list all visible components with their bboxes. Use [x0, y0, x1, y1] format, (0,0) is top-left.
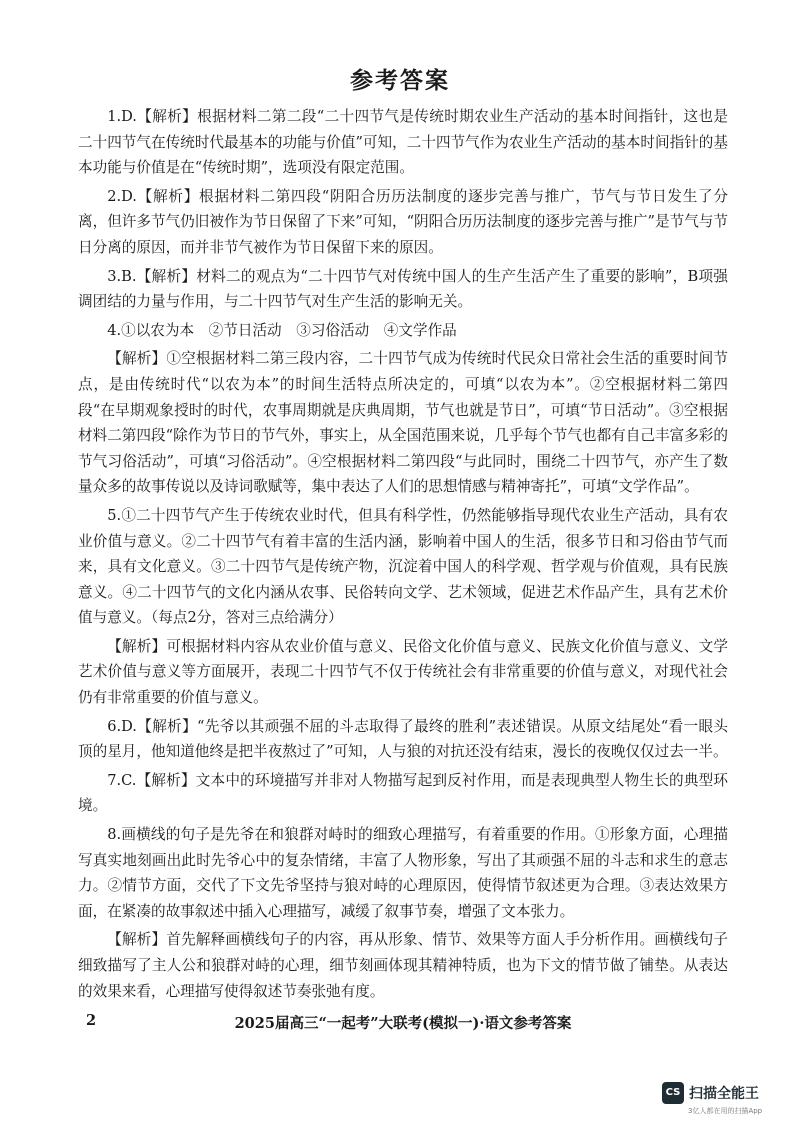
- scanner-watermark: [662, 1080, 782, 1120]
- analysis-paragraph-4: 【解析】①空根据材料二第三段内容，二十四节气成为传统时代民众日常社会生活的重要时间节点，是由传统时代“以农为本”的时间生活特点所决定的，可填“以农为本”。②空根据材料二第四段“在早期观象授时的时代，农事周期就是庆典周期，节气也就是节日”，可填“节日活动”。③空根据材料二第四段“除作为节日的节气外，事实上，从全国范围来说，几乎每个节气也都有自己丰富多彩的节气习俗活动”，可填“习俗活动”。④空根据材料二第四段“与此同时，围绕二十四节气，亦产生了数量众多的故事传说以及诗词歌赋等，集中表达了人们的思想情感与精神寄托”，可填“文学作品”。: [78, 350, 728, 496]
- answer-paragraph-5: 5.①二十四节气产生于传统农业时代，但具有科学性，仍然能够指导现代农业生产活动，具有农业价值与意义。②二十四节气有着丰富的生活内涵，影响着中国人的生活，很多节日和习俗由节气而来，具有文化意义。③二十四节气是传统产物，沉淀着中国人的科学观、哲学观与价值观，具有民族意义。④二十四节气的文化内涵从农事、民俗转向文学、艺术领域，促进艺术作品产生，具有艺术价值与意义。（每点2分，答对三点给满分）: [78, 506, 728, 627]
- answer-body: [78, 104, 728, 1004]
- page-title: 参考答案: [350, 68, 450, 94]
- watermark-tagline: 3亿人都在用的扫描App: [688, 1107, 763, 1115]
- analysis-paragraph-5: 【解析】可根据材料内容从农业价值与意义、民俗文化价值与意义、民族文化价值与意义、文学艺术价值与意义等方面展开，表现二十四节气不仅于传统社会有非常重要的价值与意义，对现代社会仍有非常重要的价值与意义。: [78, 637, 728, 707]
- footer-title: 2025届高三“一起考”大联考(模拟一)·语文参考答案: [234, 1015, 572, 1032]
- answer-paragraph-4: 4.①以农为本 ②节日活动 ③习俗活动 ④文学作品: [107, 321, 457, 339]
- answer-paragraph-7: 7.C.【解析】文本中的环境描写并非对人物描写起到反衬作用，而是表现典型人物生长的典型环境。: [78, 771, 728, 815]
- answer-paragraph-8: 8.画横线的句子是先爷在和狼群对峙时的细致心理描写，有着重要的作用。①形象方面，心理描写真实地刻画出此时先爷心中的复杂情绪，丰富了人物形象，写出了其顽强不屈的斗志和求生的意志力。②情节方面，交代了下文先爷坚持与狼对峙的心理原因，使得情节叙述更为合理。③表达效果方面，在紧凑的故事叙述中插入心理描写，减缓了叙事节奏，增强了文本张力。: [78, 826, 728, 920]
- answer-paragraph-3: 3.B.【解析】材料二的观点为“二十四节气对传统中国人的生产生活产生了重要的影响”，B项强调团结的力量与作用，与二十四节气对生产生活的影响无关。: [78, 267, 728, 311]
- page-footer: [78, 1012, 728, 1036]
- answer-paragraph-6: 6.D.【解析】“先爷以其顽强不屈的斗志取得了最终的胜利”表述错误。从原文结尾处“看一眼头顶的星月，他知道他终是把半夜熬过了”可知，人与狼的对抗还没有结束，漫长的夜晚仅仅过去一半。: [78, 717, 728, 761]
- page-number: 2: [86, 1012, 97, 1029]
- answer-paragraph-1: 1.D.【解析】根据材料二第二段“二十四节气是传统时期农业生产活动的基本时间指针，这也是二十四节气在传统时代最基本的功能与价值”可知，二十四节气作为农业生产活动的基本时间指针的基本功能与价值是在“传统时期”，选项没有限定范围。: [78, 108, 728, 177]
- watermark-brand: 扫描全能王: [689, 1086, 759, 1102]
- camscanner-logo-icon: CS: [662, 1082, 684, 1104]
- answer-paragraph-2: 2.D.【解析】根据材料二第四段“阴阳合历历法制度的逐步完善与推广，节气与节日发生了分离，但许多节气仍旧被作为节日保留了下来”可知，“阴阳合历历法制度的逐步完善与推广”是节气与节日分离的原因，而并非节气被作为节日保留下来的原因。: [78, 187, 728, 256]
- analysis-paragraph-8: 【解析】首先解释画横线句子的内容，再从形象、情节、效果等方面人手分析作用。画横线句子细致描写了主人公和狼群对峙的心理，细节刻画体现其精神特质，也为下文的情节做了铺垫。从表达的效果来看，心理描写使得叙述节奏张弛有度。: [78, 931, 728, 1000]
